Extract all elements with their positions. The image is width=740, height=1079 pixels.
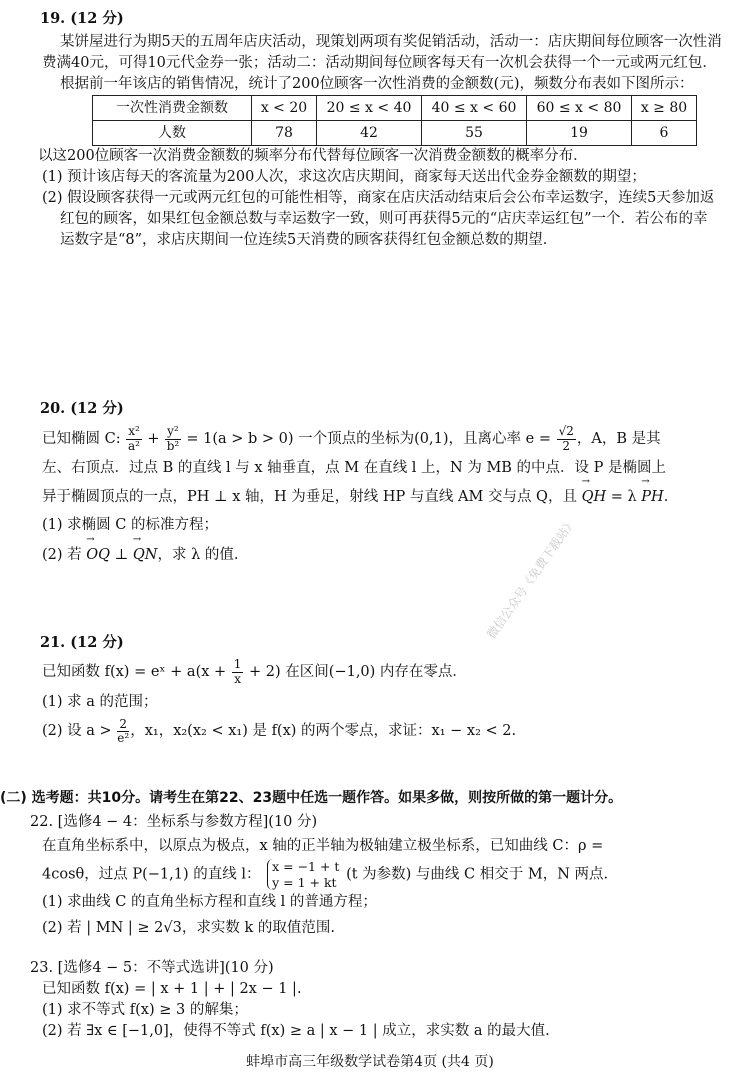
q21-sub-2	[42, 715, 722, 748]
q23-sub-2: (2) 若 ∃x ∈ [−1,0]，使得不等式 f(x) ≥ a | x − 1 | 成立，求实数 a 的最大值.	[42, 1023, 550, 1040]
q21-line-1	[42, 656, 722, 689]
q20-text: = λ	[610, 489, 637, 506]
table-cell: 42	[317, 121, 422, 146]
denominator: a²	[128, 438, 140, 453]
q20-body	[42, 424, 722, 570]
q20-text: = 1(a > b > 0) 一个顶点的坐标为(0,1)，且离心率 e =	[186, 431, 551, 447]
q20-sub-1: (1) 求椭圆 C 的标准方程；	[42, 517, 218, 534]
numerator: 2	[117, 718, 129, 732]
q21-text: 已知函数 f(x) = eˣ + a(x +	[42, 664, 227, 680]
q21-text: ，x₁，x₂(x₂ < x₁) 是 f(x) 的两个零点，求证：x₁ − x₂ < 2.	[130, 723, 517, 740]
vector-QN: → QN	[133, 540, 158, 570]
numerator: y²	[167, 424, 179, 439]
vector-PH: → PH	[641, 483, 663, 512]
table-cell: 19	[527, 121, 632, 146]
page-footer: 蚌埠市高三年级数学试卷第4页 (共4 页)	[246, 1054, 494, 1070]
q20-text: .	[663, 489, 669, 506]
q22-text: (t 为参数) 与曲线 C 相交于 M，N 两点.	[346, 866, 609, 883]
q20-text: (2) 若	[42, 546, 82, 563]
q20-line-3	[42, 483, 722, 512]
table-header-cell: 60 ≤ x < 80	[527, 96, 632, 121]
numerator: √2	[558, 424, 574, 439]
q23-line-1: 已知函数 f(x) = | x + 1 | + | 2x − 1 |.	[42, 981, 302, 998]
q21-body	[42, 656, 722, 749]
q20-text: 异于椭圆顶点的一点，PH ⊥ x 轴，H 为垂足，射线 HP 与直线 AM 交与点 Q，且	[42, 489, 577, 506]
numerator: 1	[233, 657, 242, 672]
numerator: x²	[128, 424, 140, 439]
q19-sub-1: (1) 预计该店每天的客流量为200人次，求这次店庆期间，商家每天送出代金券金额数的期望；	[42, 169, 646, 186]
denominator: 2	[562, 438, 571, 453]
q21-text: + 2) 在区间(−1,0) 内存在零点．	[249, 664, 467, 680]
table-row	[93, 121, 697, 146]
q20-text: 已知椭圆 C:	[42, 431, 121, 447]
q19-sub-2: (2) 假设顾客获得一元或两元红包的可能性相等，商家在店庆活动结束后会公布幸运数字，连续5天参加返红包的顾客，如果红包金额总数与幸运数字一致，则可再获得5元的“店庆幸运红包”一个．若公布的幸运数字是“8”，求店庆期间一位连续5天消费的顾客获得红包金额总数的期望．	[42, 190, 715, 249]
q20-text: ，A，B 是其	[576, 431, 661, 447]
q22-line-1: 在直角坐标系中，以原点为极点，x 轴的正半轴为极轴建立极坐标系，已知曲线 C：ρ =	[42, 838, 604, 855]
q20-header: 20. (12 分)	[40, 400, 124, 417]
q23-sub-1: (1) 求不等式 f(x) ≥ 3 的解集；	[42, 1002, 248, 1019]
table-header-cell: 40 ≤ x < 60	[422, 96, 527, 121]
q19-paragraph-3: 以这200位顾客一次消费金额数的频率分布代替每位顾客一次消费金额数的概率分布．	[38, 148, 588, 165]
table-header-cell: x ≥ 80	[632, 96, 697, 121]
table-row	[93, 96, 697, 121]
q21-text: (2) 设 a >	[42, 723, 112, 740]
table-row-label: 一次性消费金额数	[93, 96, 252, 121]
parametric-system	[267, 859, 339, 890]
fraction-2-e2	[117, 718, 129, 745]
q22-body	[30, 812, 710, 941]
table-cell: 6	[632, 121, 697, 146]
frequency-table	[92, 95, 697, 146]
watermark-text: 微信公众号《免费下载站》	[484, 515, 579, 642]
table-header-cell: 20 ≤ x < 40	[317, 96, 422, 121]
denominator: e²	[117, 730, 130, 745]
q20-text: ⊥	[114, 546, 129, 563]
equation-1: x = −1 + t	[272, 859, 340, 875]
q21-header: 21. (12 分)	[40, 634, 124, 651]
q19-paragraph-2: 根据前一年该店的销售情况，统计了200位顾客一次性消费的金额数(元)，频数分布表如下图所示：	[60, 76, 694, 93]
q22-text: 4cosθ，过点 P(−1,1) 的直线 l：	[42, 866, 261, 883]
q22-sub-2: (2) 若 | MN | ≥ 2√3，求实数 k 的取值范围.	[42, 919, 335, 936]
table-header-cell: x < 20	[252, 96, 317, 121]
q20-sub-2	[42, 540, 722, 570]
section-2-instructions: (二) 选考题：共10分。请考生在第22、23题中任选一题作答。如果多做，则按所做的第一题计分。	[0, 790, 623, 806]
q23-header: 23. [选修4 − 5：不等式选讲](10 分)	[30, 960, 274, 976]
q20-line-2: 左、右顶点．过点 B 的直线 l 与 x 轴垂直，点 M 在直线 l 上，N 为 MB 的中点．设 P 是椭圆上	[42, 460, 667, 477]
fraction-sqrt2-2	[557, 425, 576, 452]
vector-QH: → QH	[582, 483, 607, 512]
vector-OQ: → OQ	[86, 540, 110, 570]
q20-text: ，求 λ 的值.	[157, 546, 239, 563]
q22-line-2	[30, 859, 710, 890]
equation-2: y = 1 + kt	[272, 874, 337, 890]
q21-sub-1: (1) 求 a 的范围；	[42, 694, 158, 711]
q22-header: 22. [选修4 − 4：坐标系与参数方程](10 分)	[30, 814, 318, 830]
q19-body	[38, 32, 722, 251]
q19-header: 19. (12 分)	[40, 10, 124, 27]
table-cell: 55	[422, 121, 527, 146]
table-cell: 78	[252, 121, 317, 146]
fraction-1-x	[232, 658, 244, 685]
q22-sub-1: (1) 求曲线 C 的直角坐标方程和直线 l 的普通方程；	[42, 894, 377, 911]
fraction-x2-a2	[126, 425, 142, 452]
q19-paragraph-1: 某饼屋进行为期5天的五周年店庆活动，现策划两项有奖促销活动，活动一：店庆期间每位顾客一次性消费满40元，可得10元代金券一张；活动二：活动期间每位顾客每天有一次机会获得一个一元或两元红包．	[42, 34, 722, 72]
q20-line-1: 已知椭圆 C: $\frac{\text{x²}}{\text{a²}}$ + $\frac{\text{y²}}{\text{b²}}$ = 1(a > b > 0) 一个顶点的坐标为(0,1)，且离心率 e = $\frac{√2}{2}$ ，A，B 是其	[42, 424, 661, 453]
table-row-label: 人数	[93, 121, 252, 146]
denominator: x	[234, 671, 241, 686]
q23-body	[30, 958, 710, 1042]
fraction-y2-b2	[165, 425, 181, 452]
denominator: b²	[166, 438, 180, 453]
